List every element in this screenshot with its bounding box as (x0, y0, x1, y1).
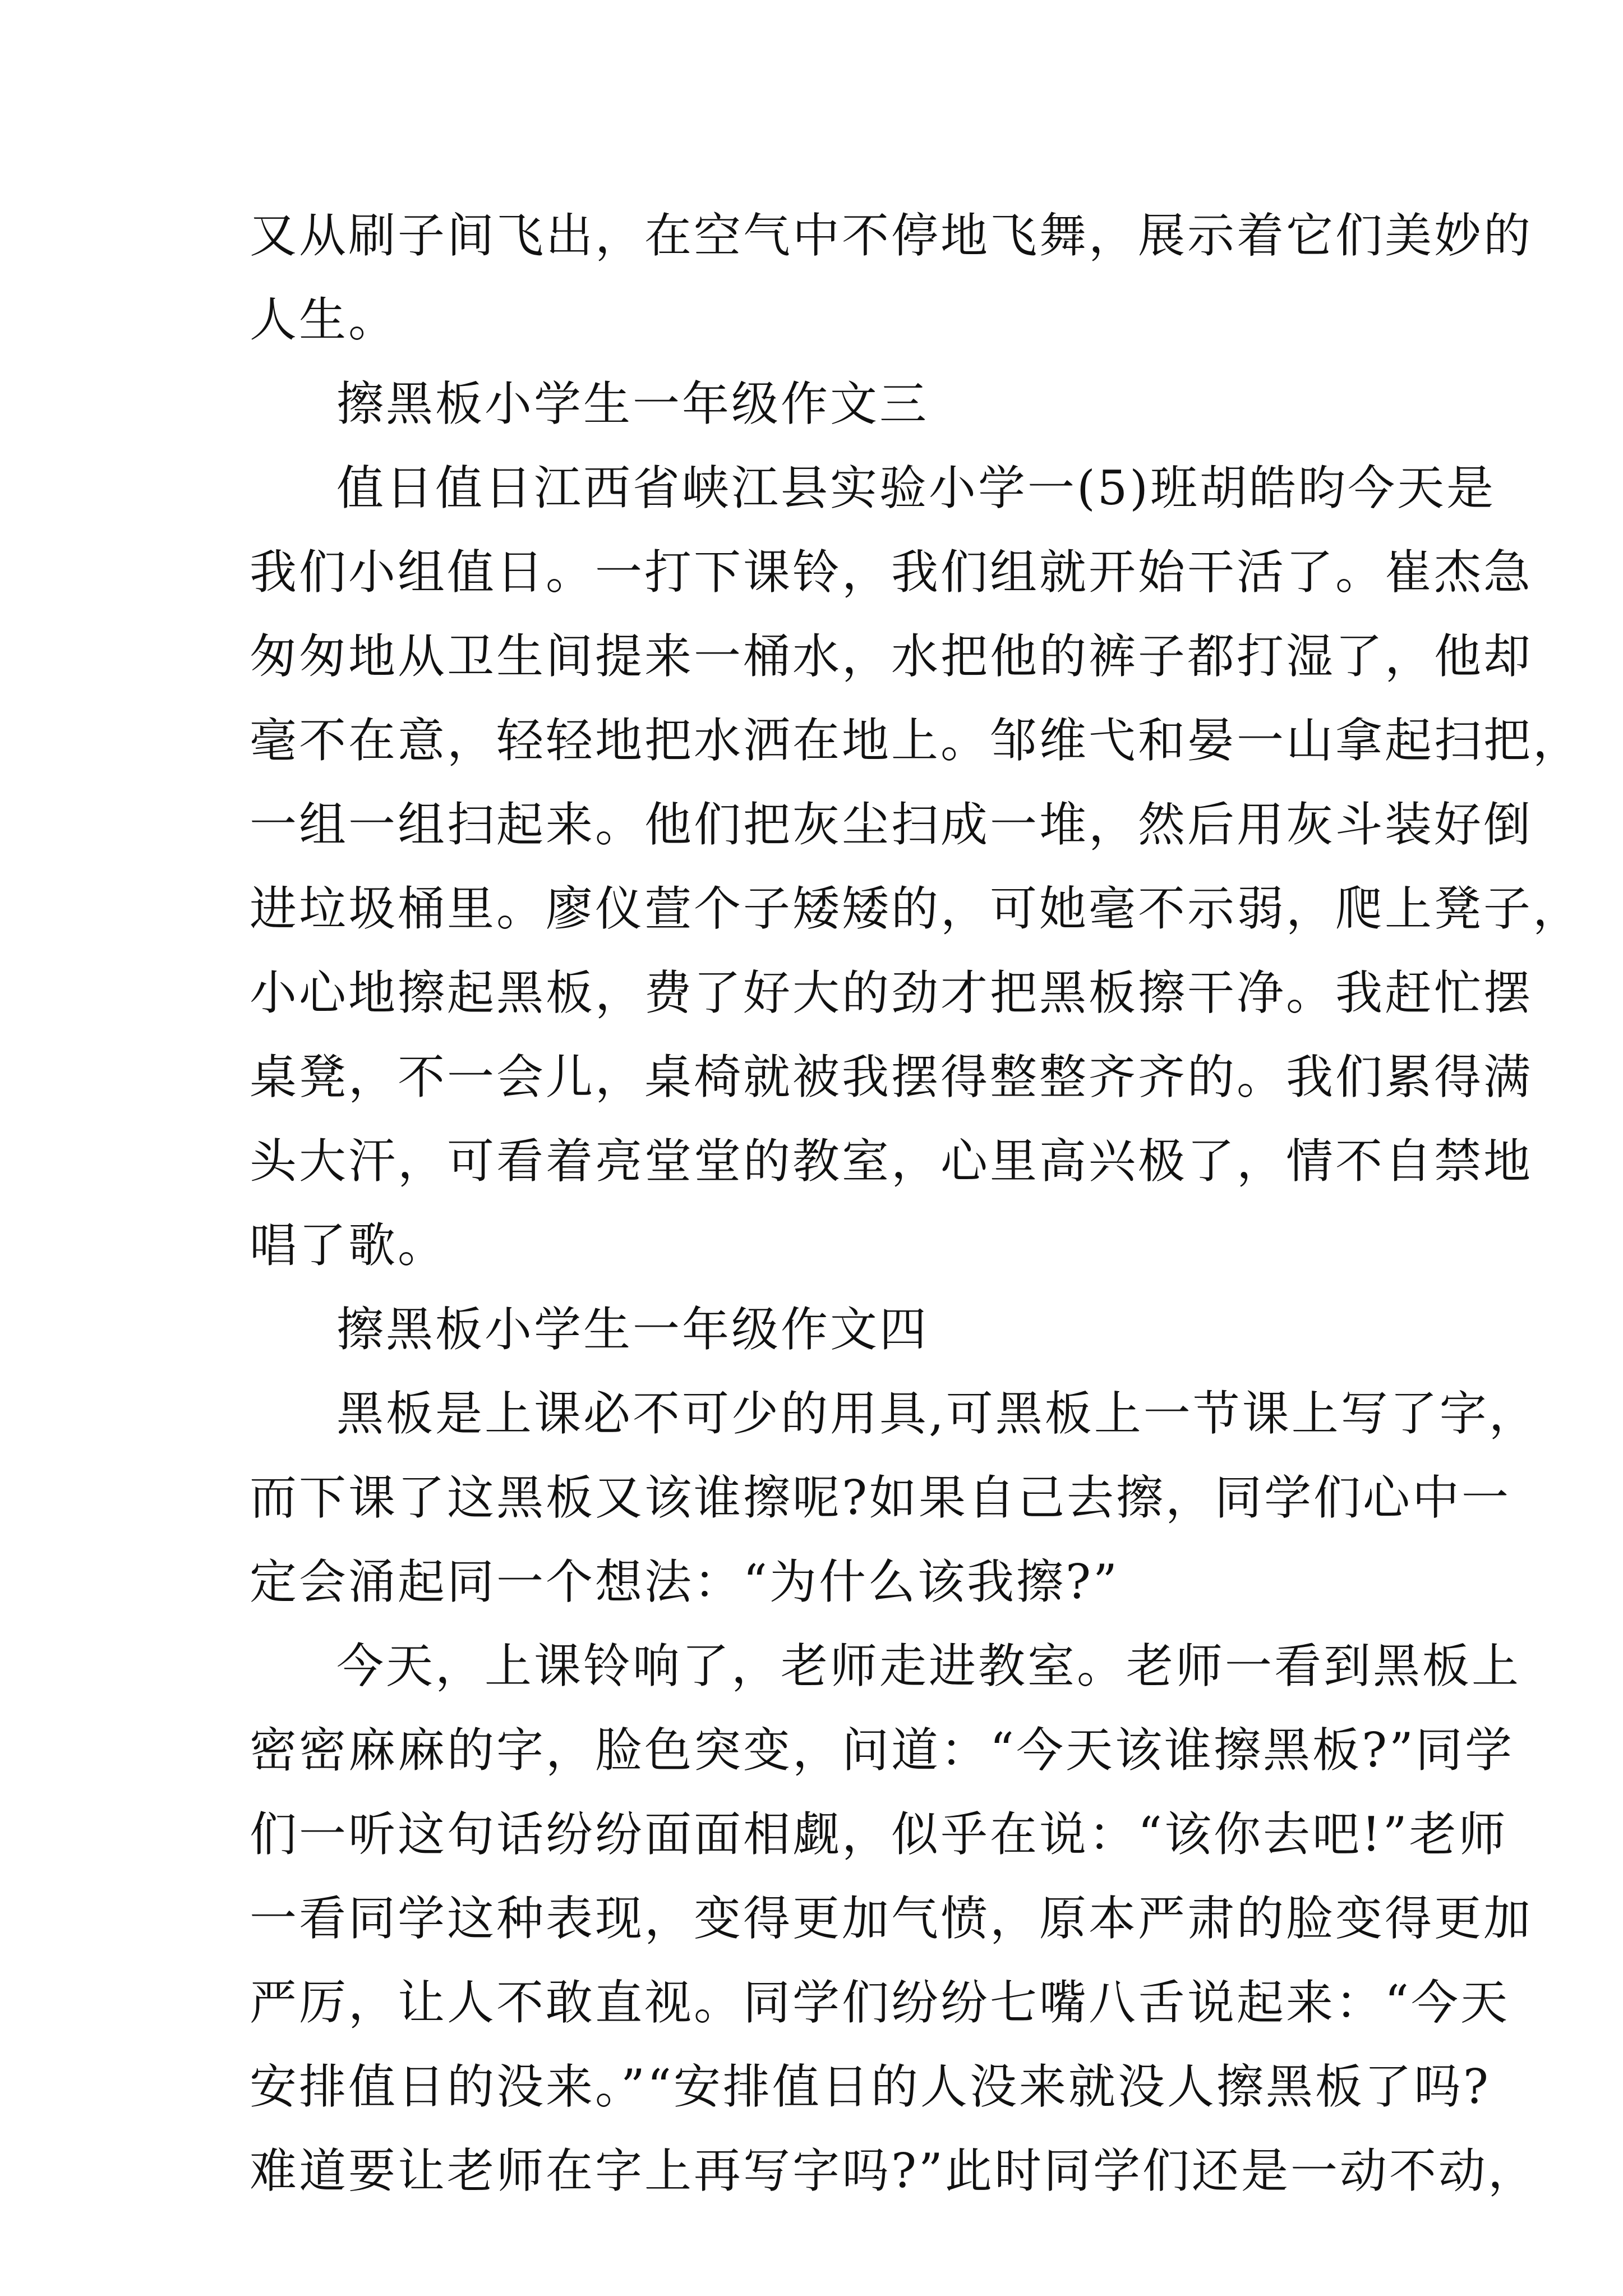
text-line: 而下课了这黑板又该谁擦呢?如果自己去擦，同学们心中一 (250, 1470, 1511, 1525)
text-line: 们一听这句话纷纷面面相觑，似乎在说：“该你去吧!”老师 (250, 1807, 1508, 1862)
text-line: 匆匆地从卫生间提来一桶水，水把他的裤子都打湿了，他却 (250, 629, 1533, 684)
section-heading: 擦黑板小学生一年级作文三 (336, 376, 929, 431)
text-line: 又从刷子间飞出，在空气中不停地飞舞，展示着它们美妙的 (250, 208, 1533, 263)
text-line: 今天，上课铃响了，老师走进教室。老师一看到黑板上 (336, 1639, 1521, 1694)
text-line: 密密麻麻的字，脸色突变，问道：“今天该谁擦黑板?”同学 (250, 1723, 1514, 1778)
text-line: 一看同学这种表现，变得更加气愤，原本严肃的脸变得更加 (250, 1891, 1533, 1946)
text-line: 进垃圾桶里。廖仪萱个子矮矮的，可她毫不示弱，爬上凳子， (250, 881, 1583, 936)
text-line: 难道要让老师在字上再写字吗?”此时同学们还是一动不动， (250, 2143, 1537, 2198)
text-line: 黑板是上课必不可少的用具,可黑板上一节课上写了字， (336, 1386, 1538, 1441)
section-heading: 擦黑板小学生一年级作文四 (336, 1302, 929, 1357)
text-line: 小心地擦起黑板，费了好大的劲才把黑板擦干净。我赶忙摆 (250, 965, 1533, 1020)
text-line: 安排值日的没来。”“安排值日的人没来就没人擦黑板了吗? (250, 2059, 1491, 2114)
text-line: 头大汗，可看着亮堂堂的教室，心里高兴极了，情不自禁地 (250, 1134, 1533, 1189)
text-line: 人生。 (250, 292, 398, 347)
text-line: 我们小组值日。一打下课铃，我们组就开始干活了。崔杰急 (250, 545, 1533, 600)
text-line: 桌凳，不一会儿，桌椅就被我摆得整整齐齐的。我们累得满 (250, 1050, 1533, 1105)
text-line: 定会涌起同一个想法：“为什么该我擦?” (250, 1554, 1119, 1609)
text-line: 一组一组扫起来。他们把灰尘扫成一堆，然后用灰斗装好倒 (250, 797, 1533, 852)
text-line: 值日值日江西省峡江县实验小学一(5)班胡皓昀今天是 (336, 461, 1496, 516)
text-line: 毫不在意，轻轻地把水洒在地上。邹维弋和晏一山拿起扫把， (250, 713, 1583, 768)
text-line: 严厉，让人不敢直视。同学们纷纷七嘴八舌说起来：“今天 (250, 1975, 1510, 2030)
text-line: 唱了歌。 (250, 1218, 448, 1273)
